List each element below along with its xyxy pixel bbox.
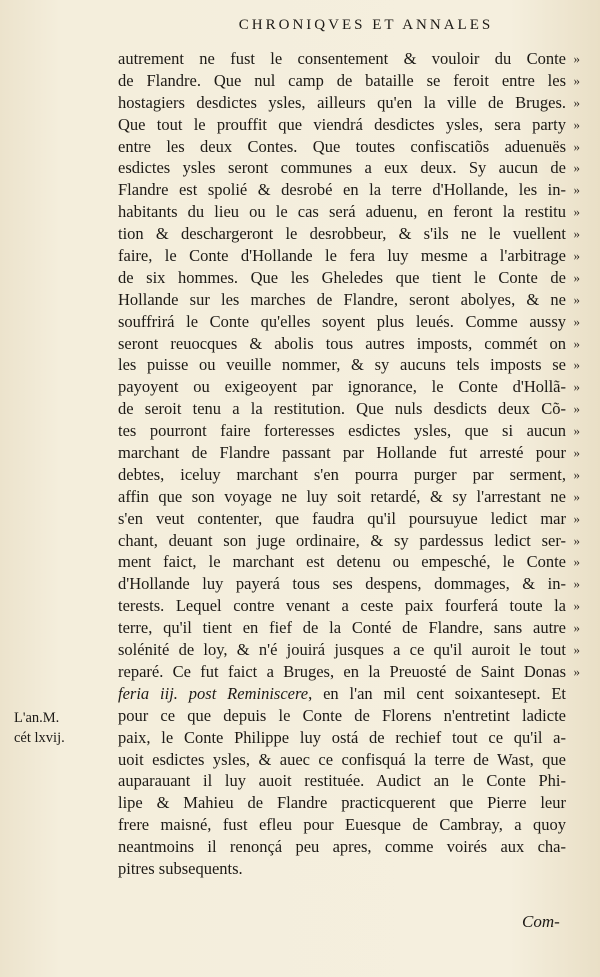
text-line (118, 858, 580, 880)
quotation-mark: » (573, 510, 580, 526)
quotation-mark: » (573, 663, 580, 679)
italic-phrase: feria iij. post Reminiscere (118, 683, 309, 703)
quotation-mark: » (573, 532, 580, 548)
text-line-content: solénité de loy, & n'é jouirá jusques a ce qu'il auroit le tout (118, 640, 566, 660)
text-line-content: payoyent ou exigeoyent par ignorance, le Conte d'Hollã- (118, 377, 566, 397)
quotation-mark: » (573, 554, 580, 570)
text-line (118, 792, 580, 814)
text-line (118, 70, 580, 92)
quotation-mark: » (573, 94, 580, 110)
quotation-mark: » (573, 357, 580, 373)
quotation-mark: » (573, 642, 580, 658)
text-line (118, 398, 580, 420)
text-line (118, 376, 580, 398)
text-line-content: debtes, iceluy marchant s'en pourra purger par serment, (118, 464, 566, 484)
text-line-content: ment faict, le marchant est detenu ou empesché, le Conte (118, 552, 566, 572)
text-line-content: faire, le Conte d'Hollande le fera luy mesme a l'arbitrage (118, 246, 566, 266)
quotation-mark: » (573, 379, 580, 395)
text-line (118, 727, 580, 749)
text-line (118, 442, 580, 464)
text-line-content: reparé. Ce fut faict a Bruges, en la Preuosté de Saint Donas (118, 661, 566, 681)
text-line-content: tion & deschargeront le desrobbeur, & s'ils ne le vuellent (118, 224, 566, 244)
text-line-content: frere maisné, fust efleu pour Euesque de Cambray, a quoy (118, 815, 566, 835)
text-line (118, 705, 580, 727)
text-line (118, 814, 580, 836)
running-head: CHRONIQVES ET ANNALES (238, 17, 494, 33)
text-line (118, 683, 580, 705)
text-line-content: esdictes ysles seront communes a eux deux. Sy aucun de (118, 158, 566, 178)
text-line (118, 136, 580, 158)
text-line (118, 464, 580, 486)
text-line (118, 92, 580, 114)
catchword: Com- (522, 912, 560, 931)
text-line (118, 157, 580, 179)
text-line (118, 420, 580, 442)
text-line (118, 267, 580, 289)
text-line (118, 201, 580, 223)
quotation-mark: » (573, 269, 580, 285)
text-line-content: seront reuocques & abolis tous autres imposts, commét on (118, 333, 566, 353)
text-line-content: Hollande sur les marches de Flandre, seront abolyes, & ne (118, 289, 566, 309)
quotation-mark: » (573, 226, 580, 242)
text-line-content: affin que son voyage ne luy soit retardé, & sy l'arrestant ne (118, 486, 566, 506)
quotation-mark: » (573, 116, 580, 132)
quotation-mark: » (573, 248, 580, 264)
text-line-content: entre les deux Contes. Que toutes confiscatiõs aduenuës (118, 136, 566, 156)
text-line-content: auparauant il luy auoit restituée. Audict an le Conte Phi- (118, 771, 566, 791)
text-line-content: s'en veut contenter, que faudra qu'il poursuyue ledict mar (118, 508, 566, 528)
text-line (118, 836, 580, 858)
margin-note-year (14, 708, 65, 748)
text-line (118, 486, 580, 508)
text-line (118, 179, 580, 201)
text-line-content: terre, qu'il tient en fief de la Conté de Flandre, sans autre (118, 618, 566, 638)
text-line (118, 333, 580, 355)
text-line-content: marchant de Flandre passant par Hollande fut arresté pour (118, 443, 566, 463)
text-line-content: de six hommes. Que les Gheledes que tient le Conte de (118, 267, 566, 287)
quotation-mark: » (573, 598, 580, 614)
quotation-mark: » (573, 204, 580, 220)
text-line-content: lipe & Mahieu de Flandre practicquerent que Pierre leur (118, 793, 566, 813)
text-line-content: autrement ne fust le consentement & vouloir du Conte (118, 49, 566, 68)
text-line-content: de Flandre. Que nul camp de bataille se feroit entre les (118, 70, 566, 90)
quotation-mark: » (573, 51, 580, 66)
text-line-content: habitants du lieu ou le cas será aduenu, en feront la restitu (118, 202, 566, 222)
margin-note-line-1: L'an.M. (14, 710, 60, 726)
body-text (118, 48, 580, 880)
text-line (118, 48, 580, 70)
quotation-mark: » (573, 576, 580, 592)
text-line (118, 661, 580, 683)
text-line-content: Que tout le prouffit que viendrá desdictes ysles, sera party (118, 114, 566, 134)
text-line-content: Flandre est spolié & desrobé en la terre d'Hollande, les in- (118, 180, 566, 200)
text-line (118, 595, 580, 617)
quotation-mark: » (573, 466, 580, 482)
text-line-rest: , en l'an mil cent soixantesept. Et (308, 683, 567, 703)
quotation-mark: » (573, 335, 580, 351)
quotation-mark: » (573, 423, 580, 439)
text-line (118, 289, 580, 311)
text-line-content: tes pourront faire forteresses esdictes ysles, que si aucun (118, 421, 566, 441)
text-line-content: souffrirá le Conte qu'elles soyent plus leués. Comme aussy (118, 311, 566, 331)
text-line (118, 311, 580, 333)
text-line (118, 530, 580, 552)
text-line-content: hostagiers desdictes ysles, ailleurs qu'en la ville de Bruges. (118, 92, 566, 112)
text-line (118, 770, 580, 792)
text-line-content: chant, deuant son juge ordinaire, & sy pardessus ledict ser- (118, 530, 566, 550)
text-line (118, 551, 580, 573)
text-line-content: pour ce que depuis le Conte de Florens n'entretint ladicte (118, 705, 566, 725)
text-line (118, 114, 580, 136)
quotation-mark: » (573, 620, 580, 636)
quotation-mark: » (573, 401, 580, 417)
margin-note-line-2: cét lxvij. (14, 730, 65, 746)
quotation-mark: » (573, 291, 580, 307)
text-line-content: paix, le Conte Philippe luy ostá de rechief tout ce qu'il a- (118, 727, 566, 747)
quotation-mark: » (573, 182, 580, 198)
quotation-mark: » (573, 138, 580, 154)
text-line-content: pitres subsequents. (118, 858, 243, 878)
text-line (118, 639, 580, 661)
quotation-mark: » (573, 313, 580, 329)
quotation-mark: » (573, 72, 580, 88)
quotation-mark: » (573, 445, 580, 461)
text-line-content: terests. Lequel contre venant a ceste paix fourferá toute la (118, 596, 566, 616)
quotation-mark: » (573, 488, 580, 504)
text-line (118, 617, 580, 639)
text-line (118, 354, 580, 376)
text-line-content: d'Hollande luy payerá tous ses despens, dommages, & in- (118, 574, 566, 594)
text-line-content (118, 684, 566, 703)
text-line (118, 749, 580, 771)
text-line-content: les puisse ou veuille nommer, & sy aucuns tels imposts se (118, 355, 566, 375)
quotation-mark: » (573, 160, 580, 176)
text-line (118, 223, 580, 245)
text-line-content: uoit esdictes ysles, & auec ce confisquá la terre de Wast, que (118, 749, 566, 769)
text-line (118, 573, 580, 595)
text-line (118, 245, 580, 267)
text-line-content: neantmoins il renonçá peu apres, comme voirés aux cha- (118, 837, 566, 857)
text-line (118, 508, 580, 530)
text-line-content: de seroit tenu a la restitution. Que nuls desdicts deux Cõ- (118, 399, 566, 419)
